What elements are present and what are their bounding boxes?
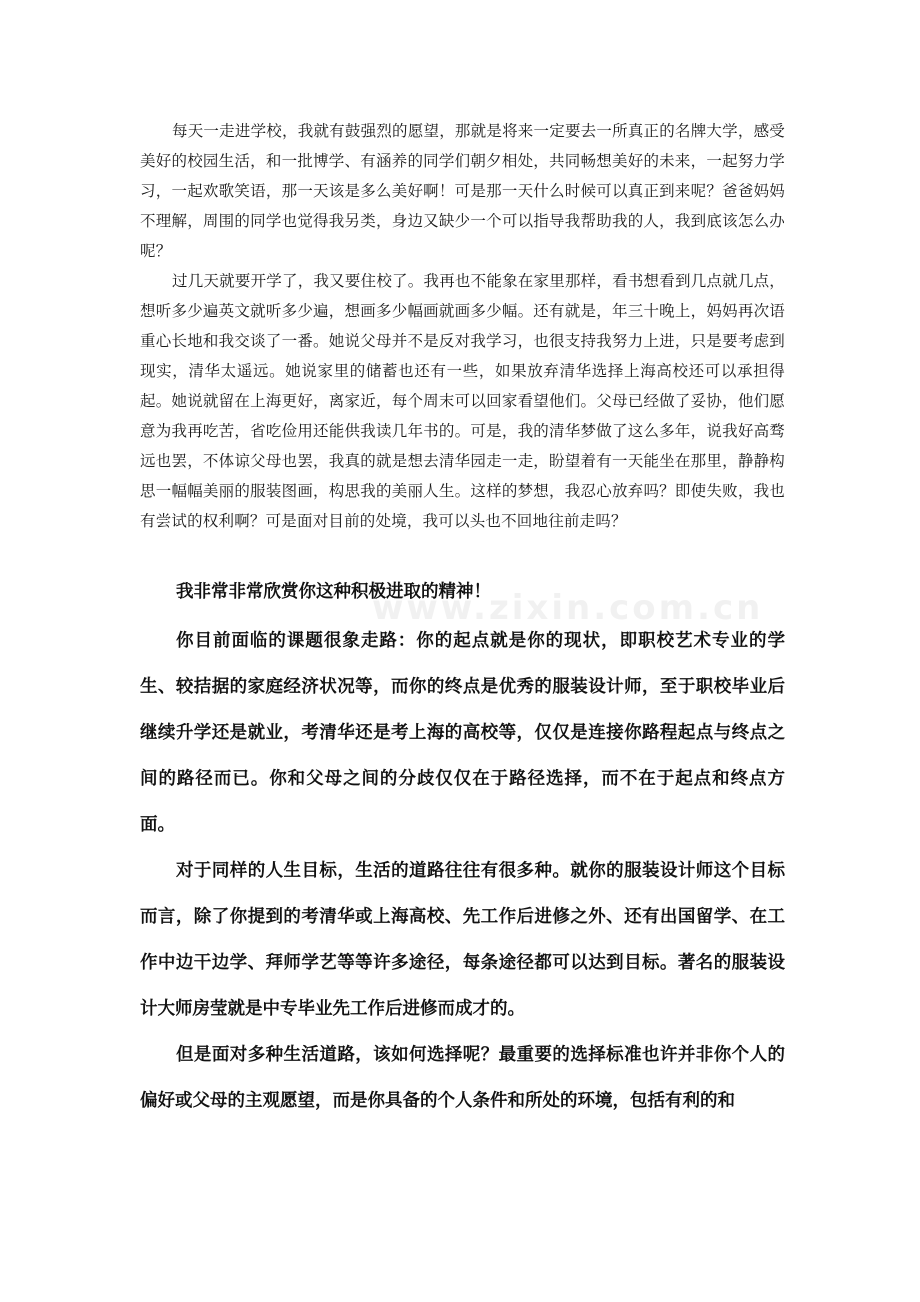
- student-letter: [140, 116, 785, 536]
- letter-paragraph-1: 每天一走进学校，我就有鼓强烈的愿望，那就是将来一定要去一所真正的名牌大学，感受美好的校园生活，和一批博学、有涵养的同学们朝夕相处，共同畅想美好的未来，一起努力学习，一起欢歌笑语，那一天该是多么美好啊！可是那一天什么时候可以真正到来呢？爸爸妈妈不理解，周围的同学也觉得我另类，身边又缺少一个可以指导我帮助我的人，我到底该怎么办呢？: [140, 122, 785, 260]
- counselor-reply: [140, 572, 785, 1124]
- letter-paragraph-2: 过几天就要开学了，我又要住校了。我再也不能象在家里那样，看书想看到几点就几点，想听多少遍英文就听多少遍，想画多少幅画就画多少幅。还有就是，年三十晚上，妈妈再次语重心长地和我交谈了一番。她说父母并不是反对我学习，也很支持我努力上进，只是要考虑到现实，清华太遥远。她说家里的储蓄也还有一些，如果放弃清华选择上海高校还可以承担得起。她说就留在上海更好，离家近，每个周末可以回家看望他们。父母已经做了妥协，他们愿意为我再吃苦，省吃俭用还能供我读几年书的。可是，我的清华梦做了这么多年，说我好高骛远也罢，不体谅父母也罢，我真的就是想去清华园走一走，盼望着有一天能坐在那里，静静构思一幅幅美丽的服装图画，构思我的美丽人生。这样的梦想，我忍心放弃吗？即使失败，我也有尝试的权利啊？可是面对目前的处境，我可以头也不回地往前走吗？: [140, 272, 785, 530]
- watermark: www.zixin.com.cn: [372, 588, 764, 628]
- reply-headline: 我非常非常欣赏你这种积极进取的精神！: [176, 582, 491, 602]
- reply-paragraph-3: 但是面对多种生活道路，该如何选择呢？最重要的选择标准也许并非你个人的偏好或父母的主观愿望，而是你具备的个人条件和所处的环境，包括有利的和: [140, 1045, 785, 1111]
- reply-paragraph-2: 对于同样的人生目标，生活的道路往往有很多种。就你的服装设计师这个目标而言，除了你提到的考清华或上海高校、先工作后进修之外、还有出国留学、在工作中边干边学、拜师学艺等等许多途径，每条途径都可以达到目标。著名的服装设计大师房莹就是中专毕业先工作后进修而成才的。: [140, 861, 785, 1019]
- reply-paragraph-1: 你目前面临的课题很象走路：你的起点就是你的现状，即职校艺术专业的学生、较拮据的家庭经济状况等，而你的终点是优秀的服装设计师，至于职校毕业后继续升学还是就业，考清华还是考上海的高校等，仅仅是连接你路程起点与终点之间的路径而已。你和父母之间的分歧仅仅在于路径选择，而不在于起点和终点方面。: [140, 631, 785, 835]
- document-body: [140, 116, 785, 1124]
